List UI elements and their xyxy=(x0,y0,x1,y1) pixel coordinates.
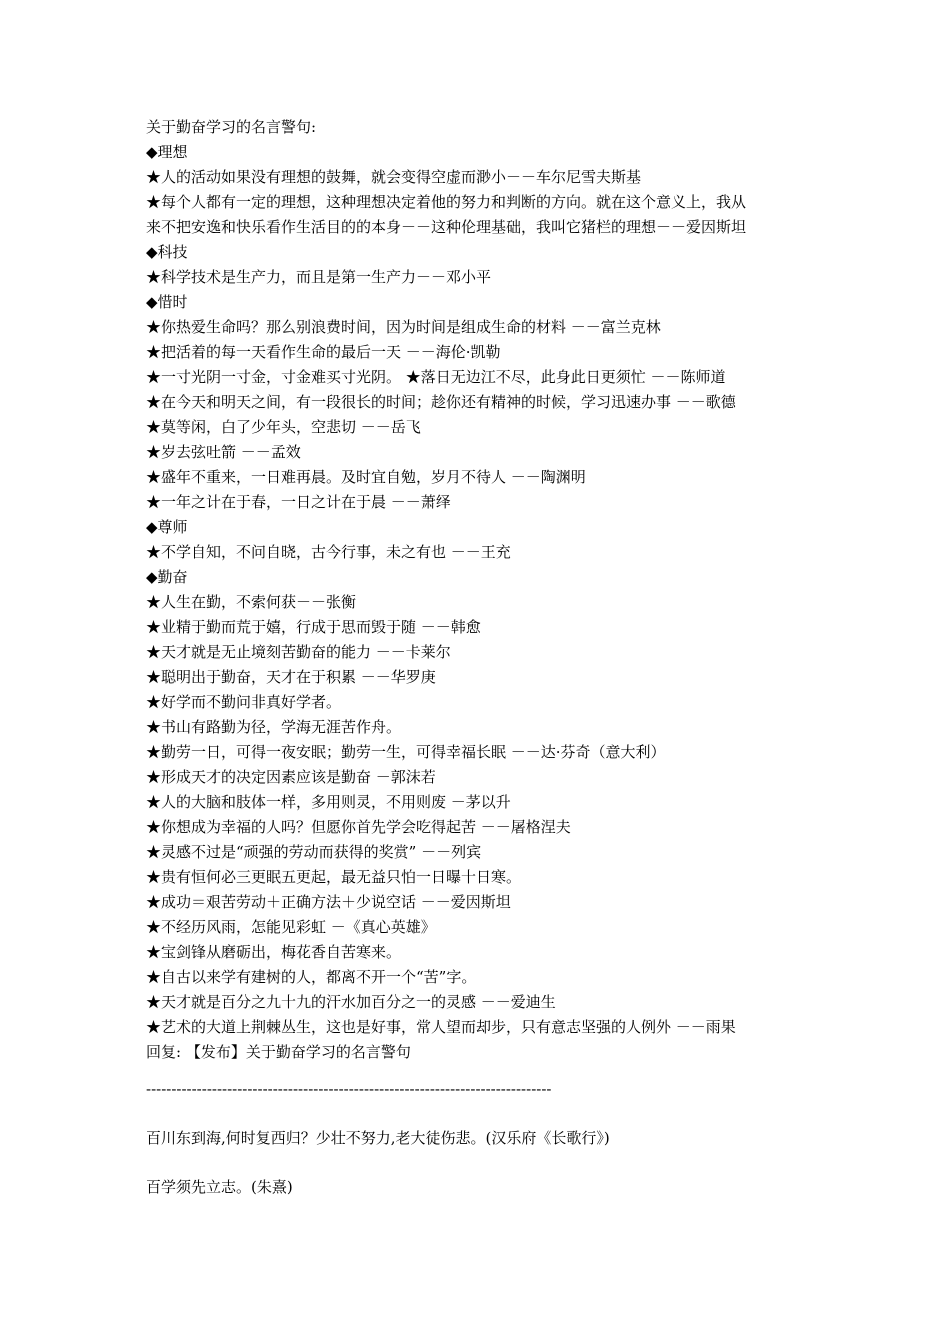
text-line: 回复: 【发布】关于勤奋学习的名言警句 xyxy=(146,1043,411,1061)
text-line: ★人的活动如果没有理想的鼓舞，就会变得空虚而渺小－－车尔尼雪夫斯基 xyxy=(146,168,642,186)
paragraph-changge: 百川东到海,何时复西归？少壮不努力,老大徒伤悲。(汉乐府《长歌行》) xyxy=(146,1129,610,1147)
text-line: ★一年之计在于春，一日之计在于晨 －－萧绎 xyxy=(146,493,451,511)
text-line: ★天才就是无止境刻苦勤奋的能力 －－卡莱尔 xyxy=(146,643,451,661)
text-line: ★盛年不重来，一日难再晨。及时宜自勉，岁月不待人 －－陶渊明 xyxy=(146,468,586,486)
text-line: ◆理想 xyxy=(146,143,188,161)
text-line: 关于勤奋学习的名言警句: xyxy=(146,118,317,136)
text-line: ★勤劳一日，可得一夜安眠；勤劳一生，可得幸福长眠 －－达·芬奇（意大利） xyxy=(146,743,666,761)
spacer xyxy=(146,1102,818,1126)
text-line: ★艺术的大道上荆棘丛生，这也是好事，常人望而却步，只有意志坚强的人例外 －－雨果 xyxy=(146,1018,736,1036)
text-line: ★书山有路勤为径，学海无涯苦作舟。 xyxy=(146,718,402,736)
text-line: ★每个人都有一定的理想，这种理想决定着他的努力和判断的方向。就在这个意义上，我从 xyxy=(146,193,747,211)
spacer xyxy=(146,1065,818,1077)
text-line: ★自古以来学有建树的人，都离不开一个“苦”字。 xyxy=(146,968,477,986)
text-line: ★在今天和明天之间，有一段很长的时间；趁你还有精神的时候，学习迅速办事 －－歌德 xyxy=(146,393,736,411)
spacer xyxy=(146,1151,818,1175)
text-line: ★不学自知，不问自晓，古今行事，未之有也 －－王充 xyxy=(146,543,511,561)
text-line: ★人生在勤，不索何获－－张衡 xyxy=(146,593,357,611)
quote-list xyxy=(146,115,818,1065)
text-line: ★天才就是百分之九十九的汗水加百分之一的灵感 －－爱迪生 xyxy=(146,993,556,1011)
text-line: ★成功＝艰苦劳动＋正确方法＋少说空话 －－爱因斯坦 xyxy=(146,893,511,911)
text-line: ★形成天才的决定因素应该是勤奋 －郭沫若 xyxy=(146,768,436,786)
document-page xyxy=(146,115,818,1200)
text-line: ★业精于勤而荒于嬉，行成于思而毁于随 －－韩愈 xyxy=(146,618,481,636)
text-line: ★莫等闲，白了少年头，空悲切 －－岳飞 xyxy=(146,418,421,436)
text-line: ★人的大脑和肢体一样，多用则灵，不用则废 －茅以升 xyxy=(146,793,511,811)
text-line: ◆勤奋 xyxy=(146,568,188,586)
text-line: ★你想成为幸福的人吗？但愿你首先学会吃得起苦 －－屠格涅夫 xyxy=(146,818,571,836)
text-line: ★不经历风雨，怎能见彩虹 －《真心英雄》 xyxy=(146,918,436,936)
text-line: 来不把安逸和快乐看作生活目的的本身－－这种伦理基础，我叫它猪栏的理想－－爱因斯坦 xyxy=(146,218,747,236)
text-line: ★好学而不勤问非真好学者。 xyxy=(146,693,342,711)
text-line: ★你热爱生命吗？那么别浪费时间，因为时间是组成生命的材料 －－富兰克林 xyxy=(146,318,661,336)
text-line: ★宝剑锋从磨砺出，梅花香自苦寒来。 xyxy=(146,943,402,961)
text-line: ★岁去弦吐箭 －－孟效 xyxy=(146,443,301,461)
divider-line: -------------------------------------------------------------------------------- xyxy=(146,1080,552,1098)
text-line: ★贵有恒何必三更眠五更起，最无益只怕一日曝十日寒。 xyxy=(146,868,522,886)
text-line: ★科学技术是生产力，而且是第一生产力－－邓小平 xyxy=(146,268,492,286)
paragraph-zhuxi: 百学须先立志。(朱熹) xyxy=(146,1178,293,1196)
text-line: ★把活着的每一天看作生命的最后一天 －－海伦·凯勒 xyxy=(146,343,501,361)
text-line: ◆科技 xyxy=(146,243,188,261)
text-line: ★灵感不过是“顽强的劳动而获得的奖赏” －－列宾 xyxy=(146,843,482,861)
text-line: ★一寸光阴一寸金，寸金难买寸光阴。 ★落日无边江不尽，此身此日更须忙 －－陈师道 xyxy=(146,368,726,386)
text-line: ◆尊师 xyxy=(146,518,188,536)
text-line: ★聪明出于勤奋，天才在于积累 －－华罗庚 xyxy=(146,668,436,686)
text-line: ◆惜时 xyxy=(146,293,188,311)
